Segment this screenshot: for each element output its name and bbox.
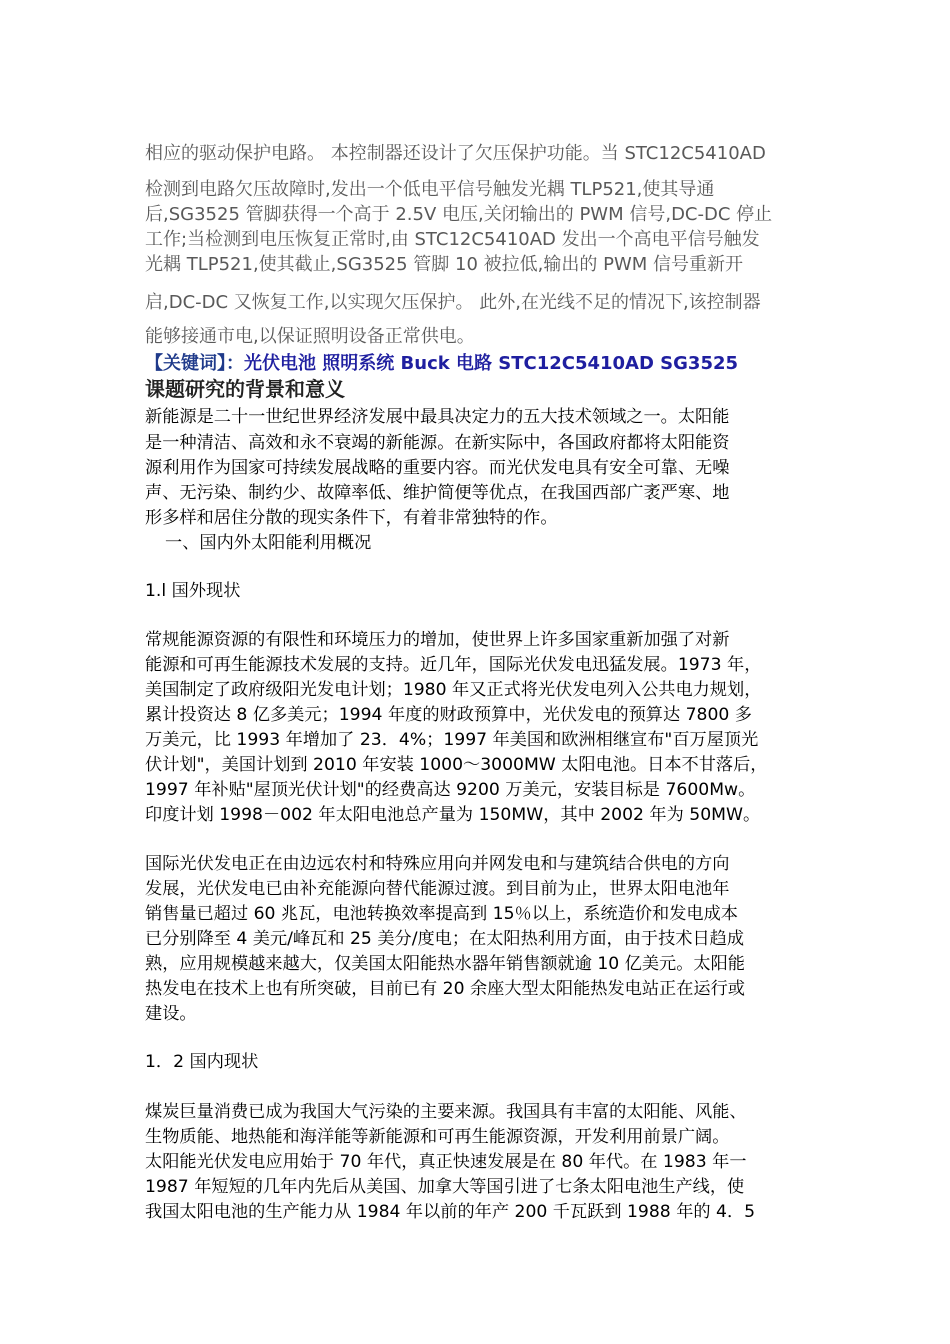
paragraph-line: 累计投资达 8 亿多美元；1994 年度的财政预算中，光伏发电的预算达 7800 多 bbox=[145, 705, 752, 725]
paragraph-line: 万美元，比 1993 年增加了 23．4%；1997 年美国和欧洲相继宣布"百万屋顶光 bbox=[145, 730, 759, 750]
paragraph-line: 热发电在技术上也有所突破，目前已有 20 余座大型太阳能热发电站正在运行或 bbox=[145, 979, 745, 999]
paragraph-line: 我国太阳电池的生产能力从 1984 年以前的年产 200 千瓦跃到 1988 年的 4．5 bbox=[145, 1202, 756, 1222]
keywords-value: 光伏电池 照明系统 Buck 电路 STC12C5410AD SG3525 bbox=[244, 353, 739, 374]
paragraph-line: 新能源是二十一世纪世界经济发展中最具决定力的五大技术领域之一。太阳能 bbox=[145, 407, 730, 427]
paragraph-line: 销售量已超过 60 兆瓦，电池转换效率提高到 15％以上，系统造价和发电成本 bbox=[145, 904, 738, 924]
abstract-line: 能够接通市电,以保证照明设备正常供电。 bbox=[145, 326, 475, 347]
paragraph-line: 国际光伏发电正在由边远农村和特殊应用向并网发电和与建筑结合供电的方向 bbox=[145, 854, 730, 874]
keywords bbox=[145, 349, 738, 375]
keywords-label: 【关键词】： bbox=[145, 353, 244, 374]
paragraph-line: 伏计划"，美国计划到 2010 年安装 1000～3000MW 太阳电池。日本不甘落后， bbox=[145, 755, 768, 775]
paragraph-line: 声、无污染、制约少、故障率低、维护简便等优点，在我国西部广袤严寒、地 bbox=[145, 483, 730, 503]
paragraph-line: 熟，应用规模越来越大，仅美国太阳能热水器年销售额就逾 10 亿美元。太阳能 bbox=[145, 954, 745, 974]
heading-domestic: 1．2 国内现状 bbox=[145, 1052, 259, 1072]
abstract-line: 相应的驱动保护电路。 本控制器还设计了欠压保护功能。当 STC12C5410AD bbox=[145, 143, 766, 164]
paragraph-line: 发展，光伏发电已由补充能源向替代能源过渡。到目前为止，世界太阳电池年 bbox=[145, 879, 730, 899]
paragraph-line: 印度计划 1998－002 年太阳电池总产量为 150MW，其中 2002 年为 50MW。 bbox=[145, 805, 761, 825]
paragraph-line: 太阳能光伏发电应用始于 70 年代，真正快速发展是在 80 年代。在 1983 年一 bbox=[145, 1152, 747, 1172]
abstract-line: 检测到电路欠压故障时,发出一个低电平信号触发光耦 TLP521,使其导通 bbox=[145, 179, 715, 200]
paragraph-line: 生物质能、地热能和海洋能等新能源和可再生能源资源，开发利用前景广阔。 bbox=[145, 1127, 730, 1147]
abstract-line: 光耦 TLP521,使其截止,SG3525 管脚 10 被拉低,输出的 PWM 信号重新开 bbox=[145, 254, 743, 275]
heading-foreign: 1.l 国外现状 bbox=[145, 581, 241, 601]
paragraph-line: 是一种清洁、高效和永不衰竭的新能源。在新实际中，各国政府都将太阳能资 bbox=[145, 433, 730, 453]
paragraph-line: 已分别降至 4 美元/峰瓦和 25 美分/度电；在太阳热利用方面，由于技术日趋成 bbox=[145, 929, 745, 949]
paragraph-line: 源利用作为国家可持续发展战略的重要内容。而光伏发电具有安全可靠、无噪 bbox=[145, 458, 730, 478]
abstract-line: 后,SG3525 管脚获得一个高于 2.5V 电压,关闭输出的 PWM 信号,DC-DC 停止 bbox=[145, 204, 773, 225]
paragraph-line: 美国制定了政府级阳光发电计划；1980 年又正式将光伏发电列入公共电力规划， bbox=[145, 680, 762, 700]
paragraph-line: 1987 年短短的几年内先后从美国、加拿大等国引进了七条太阳电池生产线，使 bbox=[145, 1177, 745, 1197]
paragraph-line: 建设。 bbox=[145, 1004, 197, 1024]
paragraph-line: 1997 年补贴"屋顶光伏计划"的经费高达 9200 万美元，安装目标是 7600Mw。 bbox=[145, 780, 756, 800]
paragraph-line: 能源和可再生能源技术发展的支持。近几年，国际光伏发电迅猛发展。1973 年， bbox=[145, 655, 762, 675]
paragraph-line: 煤炭巨量消费已成为我国大气污染的主要来源。我国具有丰富的太阳能、风能、 bbox=[145, 1102, 747, 1122]
abstract-line: 启,DC-DC 又恢复工作,以实现欠压保护。 此外,在光线不足的情况下,该控制器 bbox=[145, 292, 761, 313]
section-title: 课题研究的背景和意义 bbox=[145, 377, 345, 401]
abstract-line: 工作;当检测到电压恢复正常时,由 STC12C5410AD 发出一个高电平信号触发 bbox=[145, 229, 760, 250]
subheading: 一、国内外太阳能利用概况 bbox=[165, 533, 372, 553]
paragraph-line: 形多样和居住分散的现实条件下，有着非常独特的作。 bbox=[145, 508, 558, 528]
paragraph-line: 常规能源资源的有限性和环境压力的增加，使世界上许多国家重新加强了对新 bbox=[145, 630, 730, 650]
